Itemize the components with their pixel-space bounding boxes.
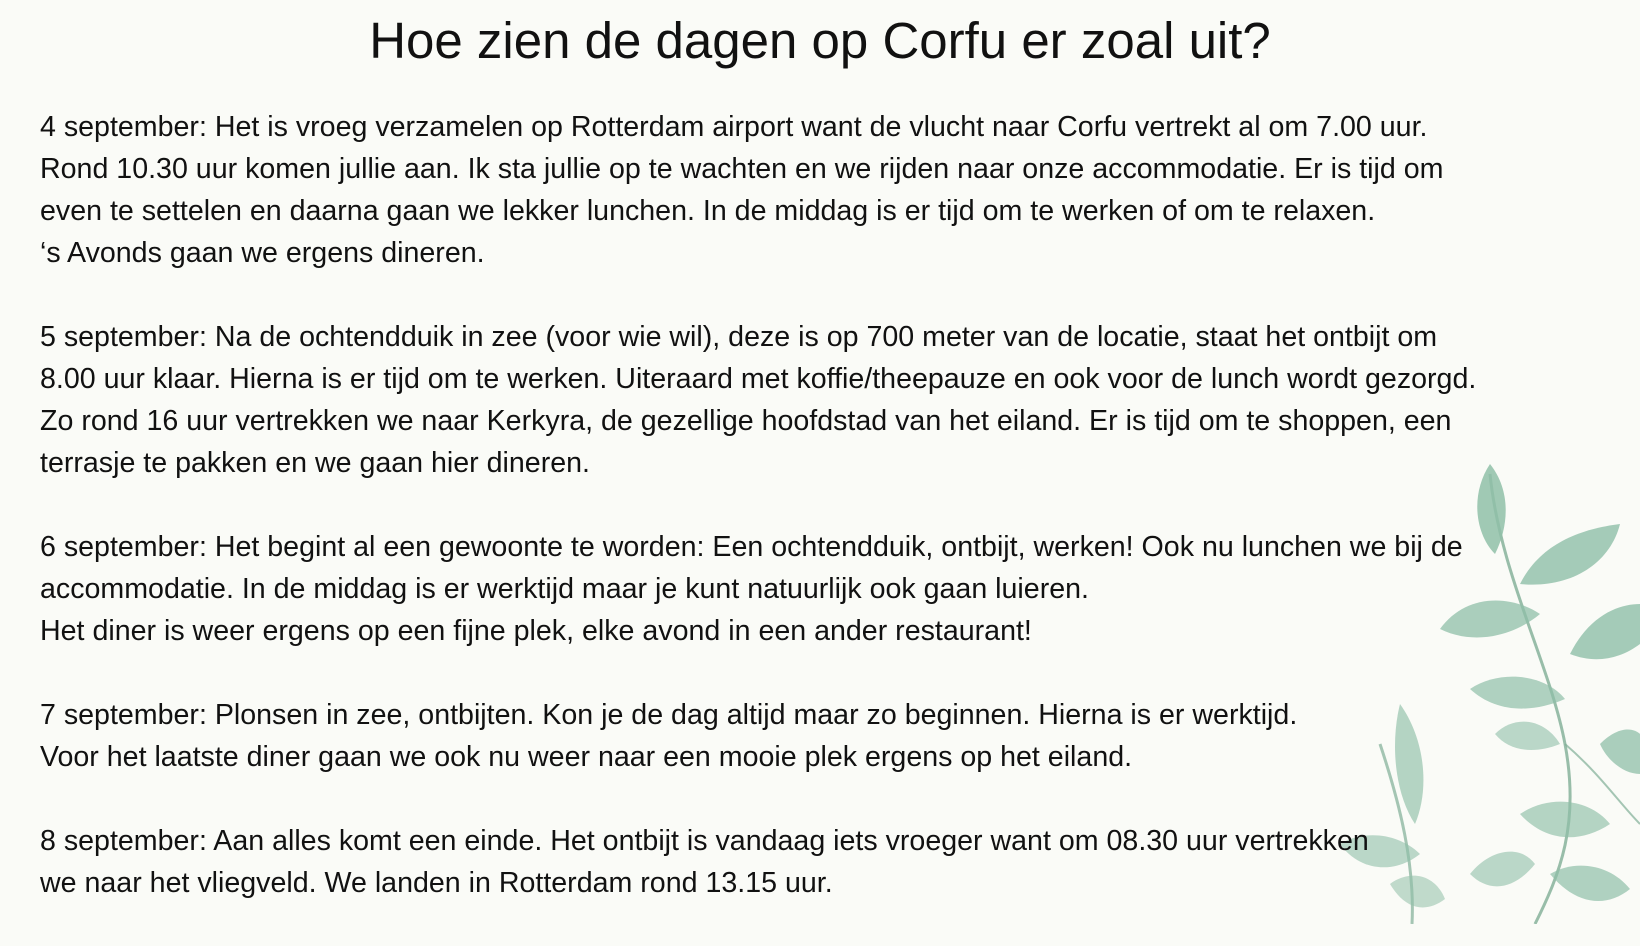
paragraph-line: 4 september: Het is vroeg verzamelen op Rotterdam airport want de vlucht naar Corfu vertrekt al om 7.00 uur.: [40, 111, 1428, 143]
paragraph-line: 5 september: Na de ochtendduik in zee (voor wie wil), deze is op 700 meter van de locatie, staat het ontbijt om: [40, 321, 1438, 353]
page-title: Hoe zien de dagen op Corfu er zoal uit?: [369, 12, 1271, 69]
paragraph-line: accommodatie. In de middag is er werktijd maar je kunt natuurlijk ook gaan luieren.: [40, 573, 1089, 605]
day-paragraph: [40, 106, 1630, 274]
day-paragraph: [40, 694, 1630, 778]
itinerary: [40, 106, 1630, 946]
paragraph-line: terrasje te pakken en we gaan hier dineren.: [40, 447, 590, 479]
paragraph-line: even te settelen en daarna gaan we lekker lunchen. In de middag is er tijd om te werken of om te relaxen.: [40, 195, 1376, 227]
paragraph-line: 8.00 uur klaar. Hierna is er tijd om te werken. Uiteraard met koffie/theepauze en ook voor de lunch wordt gezorgd.: [40, 363, 1477, 395]
paragraph-line: Het diner is weer ergens op een fijne plek, elke avond in een ander restaurant!: [40, 615, 1032, 647]
paragraph-line: Voor het laatste diner gaan we ook nu weer naar een mooie plek ergens op het eiland.: [40, 741, 1133, 773]
day-paragraph: [40, 316, 1630, 484]
day-paragraph: [40, 526, 1630, 652]
paragraph-line: Rond 10.30 uur komen jullie aan. Ik sta jullie op te wachten en we rijden naar onze accommodatie. Er is tijd om: [40, 153, 1444, 185]
paragraph-line: 7 september: Plonsen in zee, ontbijten. Kon je de dag altijd maar zo beginnen. Hierna is er werktijd.: [40, 699, 1298, 731]
paragraph-line: ‘s Avonds gaan we ergens dineren.: [40, 237, 485, 269]
paragraph-line: 8 september: Aan alles komt een einde. Het ontbijt is vandaag iets vroeger want om 08.30 uur vertrekken: [40, 825, 1369, 857]
paragraph-line: 6 september: Het begint al een gewoonte te worden: Een ochtendduik, ontbijt, werken! Ook nu lunchen we bij de: [40, 531, 1463, 563]
paragraph-line: we naar het vliegveld. We landen in Rotterdam rond 13.15 uur.: [40, 867, 833, 899]
day-paragraph: [40, 820, 1630, 904]
paragraph-line: Zo rond 16 uur vertrekken we naar Kerkyra, de gezellige hoofdstad van het eiland. Er is tijd om te shoppen, een: [40, 405, 1452, 437]
